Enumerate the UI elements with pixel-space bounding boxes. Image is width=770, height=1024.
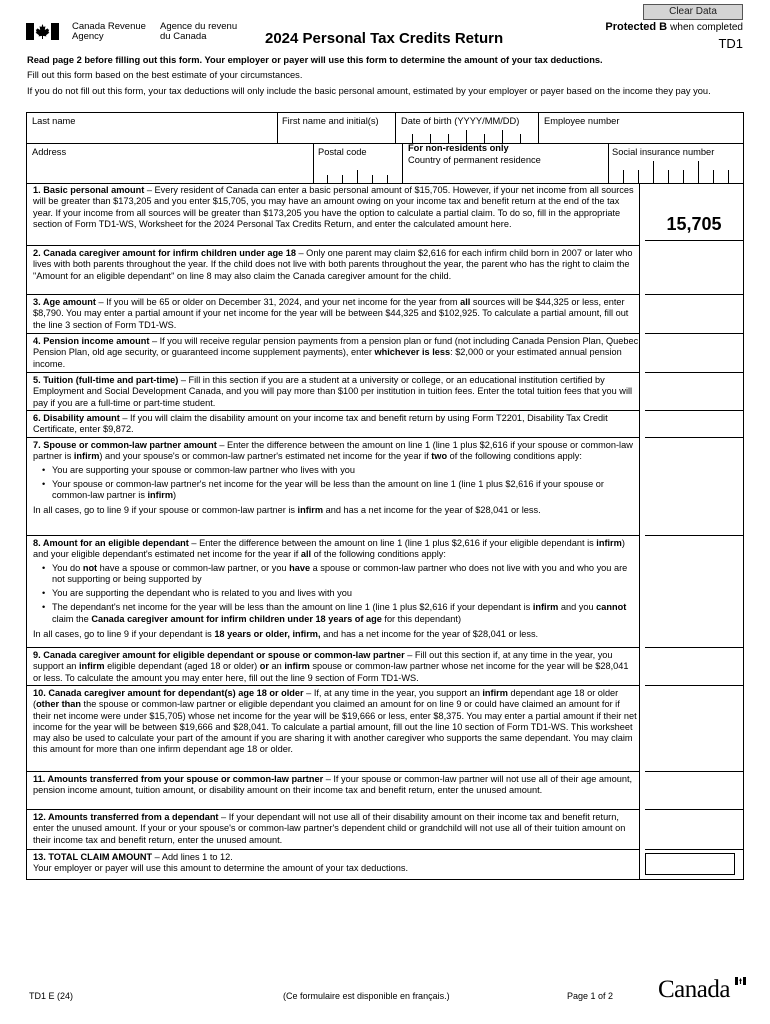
footer-french-note: (Ce formulaire est disponible en français.)	[283, 991, 450, 1001]
line-10-amount-input[interactable]	[641, 757, 743, 770]
intro-estimate: Fill out this form based on the best estimate of your circumstances.	[27, 70, 303, 80]
employee-number-label: Employee number	[544, 116, 620, 126]
agency-name-fr: Agence du revenu du Canada	[160, 21, 238, 42]
country-residence-input[interactable]	[403, 167, 607, 183]
line-4-amount-input[interactable]	[641, 358, 743, 371]
line-8-eligible-dependant: 8. Amount for an eligible dependant – Enter the difference between the amount on line 1 (line 1 plus $2,616 if your eligible dependant is infirm) and your eligible dependant's estimated net income for the year if all of the following conditions apply: • You do not have a spouse or common-law partner, or you have a spouse or common-law partner who does not live with you and who you are not supporting or being supported by • You are supporting the dependant who is related to you and lives with you • The dependant's net income for the year will be less than the amount on line 1 (line 1 plus $2,616 if your dependant is infirm and you cannot claim the Canada caregiver amount for infirm children under 18 years of age for this dependant) In all cases, go to line 9 if your dependant is 18 years or older, infirm, and has a net income for the year of $28,041 or less.	[33, 538, 639, 640]
postal-code-label: Postal code	[318, 147, 367, 157]
country-residence-label: Country of permanent residence	[408, 155, 541, 165]
footer-page-number: Page 1 of 2	[567, 991, 614, 1001]
protected-b-label: Protected B when completed	[605, 21, 743, 33]
employee-number-input[interactable]	[539, 127, 743, 142]
sin-tick-marks	[608, 161, 744, 184]
form-code: TD1	[718, 36, 743, 51]
dob-label: Date of birth (YYYY/MM/DD)	[401, 116, 520, 126]
footer-form-id: TD1 E (24)	[29, 991, 74, 1001]
clear-data-button[interactable]: Clear Data	[643, 4, 743, 20]
wordmark-flag-icon	[735, 977, 746, 985]
line-9-caregiver-spouse-dependant: 9. Canada caregiver amount for eligible dependant or spouse or common-law partner – Fill out this section if, at any time in the year, you support an infirm eligible dependant (aged 18 or older) or an infirm spouse or common-law partner whose net income for the year will be $28,041 or less. To calculate the amount you may enter here, fill out the line 9 section of Form TD1-WS.	[33, 650, 629, 683]
line-2-caregiver-children: 2. Canada caregiver amount for infirm children under age 18 – Only one parent may claim $2,616 for each infirm child born in 2007 or later who lives with both parents throughout the year. If the child does not live with both parents throughout the year, the parent who has the right to claim the "Amount for an eligible dependant" on line 8 may also claim the Canada caregiver amount for the child.	[33, 248, 633, 281]
intro-default: If you do not fill out this form, your tax deductions will only include the basic personal amount, estimated by your employer or payer based on the income they pay you.	[27, 86, 711, 96]
line-11-amount-input[interactable]	[641, 795, 743, 808]
line-5-amount-input[interactable]	[641, 396, 743, 409]
line-12-transfer-dependant: 12. Amounts transferred from a dependant – If your dependant will not use all of their disability amount on their income tax and benefit return, enter the unused amount. If your or your spouse's or common-law partner's dependent child or grandchild will not use all of their tuition amount on their income tax and benefit return, enter the unused amount.	[33, 812, 626, 845]
total-claim-amount-box[interactable]	[645, 853, 735, 875]
line-8-amount-input[interactable]	[641, 633, 743, 646]
line-4-pension-income: 4. Pension income amount – If you will receive regular pension payments from a pension plan or fund (not including Canada Pension Plan, Quebec Pension Plan, old age security, or guaranteed income supplement payments), enter whichever is less: $2,000 or your estimated annual pension income.	[33, 336, 639, 369]
line-6-disability-amount: 6. Disability amount – If you will claim the disability amount on your income tax and benefit return by using Form T2201, Disability Tax Credit Certificate, enter $9,872.	[33, 413, 608, 435]
address-label: Address	[32, 147, 67, 157]
line-6-amount-input[interactable]	[641, 423, 743, 436]
line-1-amount[interactable]: 15,705	[666, 214, 722, 234]
page-title: 2024 Personal Tax Credits Return	[265, 30, 504, 47]
line-3-age-amount: 3. Age amount – If you will be 65 or older on December 31, 2024, and your net income for the year from all sources will be $44,325 or less, enter $8,790. You may enter a partial amount if your net income for the year will be between $44,325 and $102,925. To calculate a partial amount, fill out the line 3 section of Form TD1-WS.	[33, 297, 629, 330]
last-name-label: Last name	[32, 116, 76, 126]
line-11-transfer-spouse: 11. Amounts transferred from your spouse or common-law partner – If your spouse or common-law partner will not use all of their age amount, pension income amount, tuition amount, or disability amount on their income tax and benefit return, enter the unused amount.	[33, 774, 633, 796]
canada-wordmark: Canada	[658, 976, 730, 1003]
address-input[interactable]	[27, 160, 312, 183]
postal-code-tick-marks	[313, 170, 402, 184]
intro-read-page-2: Read page 2 before filling out this form. Your employer or payer will use this form to determine the amount of your tax deductions.	[27, 55, 603, 65]
line-12-amount-input[interactable]	[641, 835, 743, 848]
line-5-tuition: 5. Tuition (full-time and part-time) – Fill in this section if you are a student at a university or college, or an educational institution certified by Employment and Social Development Canada, and you will pay more than $100 per institution in tuition fees. Enter the total tuition fees that you will pay if you are a full-time or part-time student.	[33, 375, 633, 408]
line-13-total-claim: 13. TOTAL CLAIM AMOUNT – Add lines 1 to 12. Your employer or payer will use this amount to determine the amount of your tax deductions.	[33, 852, 409, 874]
line-9-amount-input[interactable]	[641, 671, 743, 684]
line-1-basic-personal-amount: 1. Basic personal amount – Every resident of Canada can enter a basic personal amount of $15,705. However, if your net income from all sources will be greater than $173,205 and you enter $15,705, you may have an amount owing on your income tax and benefit return at the end of the tax year. If your income from all sources will be greater than $173,205 you have the option to calculate a partial claim. To do so, fill in the appropriate section of Form TD1-WS, Worksheet for the 2024 Personal Tax Credits Return, and enter the calculated amount here.	[33, 185, 634, 229]
line-7-spouse-amount: 7. Spouse or common-law partner amount – Enter the difference between the amount on line 1 (line 1 plus $2,616 if your spouse or common-law partner is infirm) and your spouse's or common-law partner's estimated net income for the year if two of the following conditions apply: • You are supporting your spouse or common-law partner who lives with you • Your spouse or common-law partner's net income for the year will be less than the amount on line 1 (line 1 plus $2,616 if your spouse or common-law partner is infirm) In all cases, go to line 9 if your spouse or common-law partner is infirm and has a net income for the year of $28,041 or less.	[33, 440, 639, 517]
canada-flag-icon	[26, 23, 59, 40]
line-2-amount-input[interactable]	[641, 280, 743, 293]
first-name-label: First name and initial(s)	[282, 116, 379, 126]
line-7-amount-input[interactable]	[641, 521, 743, 534]
agency-name-en: Canada Revenue Agency	[72, 21, 146, 42]
dob-tick-marks	[395, 130, 538, 143]
line-10-caregiver-dependants-18: 10. Canada caregiver amount for dependant(s) age 18 or older – If, at any time in the year, you support an infirm dependant age 18 or older (other than the spouse or common-law partner or eligible dependant you claimed an amount for on line 9 or could have claimed an amount for if their net income were under $15,705) whose net income for the year will be $19,666 or less, enter $8,375. You may enter a partial amount if their net income for the year will be between $19,666 and $28,041. To calculate a partial amount, fill out the line 10 section of Form TD1-WS. This worksheet may also be used to calculate your part of the amount if you are sharing it with another caregiver who supports the same dependant. You may claim this amount for more than one infirm dependant age 18 or older.	[33, 688, 637, 755]
line-3-amount-input[interactable]	[641, 319, 743, 332]
first-name-input[interactable]	[278, 127, 394, 142]
last-name-input[interactable]	[27, 127, 276, 142]
non-resident-label: For non-residents only	[408, 143, 509, 153]
sin-label: Social insurance number	[612, 147, 715, 157]
